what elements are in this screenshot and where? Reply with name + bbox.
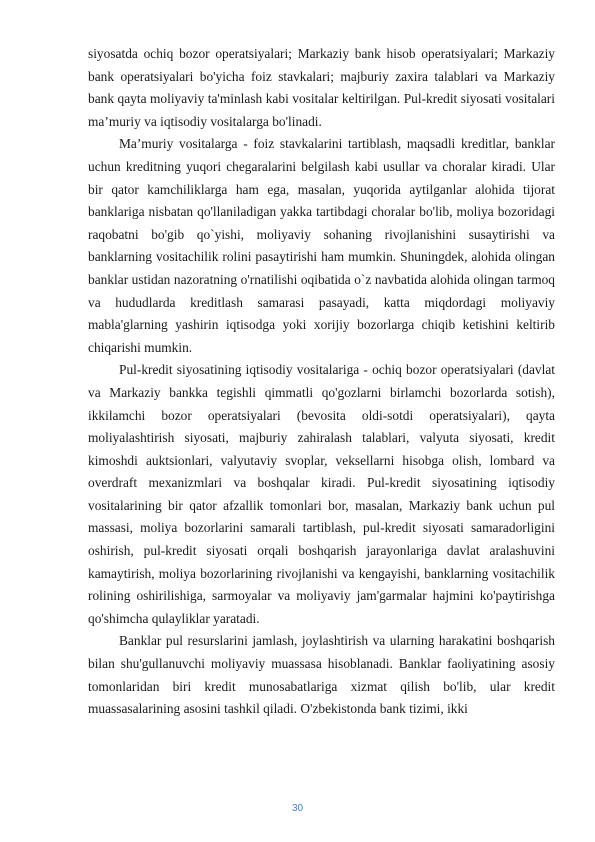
paragraph-economic-instruments: Pul-kredit siyosatining iqtisodiy vositalariga - ochiq bozor operatsiyalari (davlat va Markaziy bankka tegishli qimmatli qo'gozlarni birlamchi bozorlarda sotish), ikkilamchi bozor operatsiyalari (bevosita oldi-sotdi operatsiyalari), qayta moliyalashtirish siyosati, majburiy zahiralash talablari, valyuta siyosati, kredit kimoshdi auktsionlari, valyutaviy svoplar, veksellarni hisobga olish, lombard va overdraft mexanizmlari va boshqalar kiradi. Pul-kredit siyosatining iqtisodiy vositalarining bir qator afzallik tomonlari bor, masalan, Markaziy bank uchun pul massasi, moliya bozorlarini samarali tartiblash, pul-kredit siyosati samaradorligini oshirish, pul-kredit siyosati orqali boshqarish jarayonlariga davlat aralashuvini kamaytirish, moliya bozorlarining rivojlanishi va kengayishi, banklarning vositachilik rolining oshirilishiga, sarmoyalar va moliyaviy jam'garmalar hajmini ko'paytirishga qo'shimcha qulayliklar yaratadi. [88, 362, 555, 626]
document-page [88, 43, 555, 721]
paragraph-continuation: siyosatda ochiq bozor operatsiyalari; Markaziy bank hisob operatsiyalari; Markaziy bank operatsiyalari bo'yicha foiz stavkalari; majburiy zaxira talablari va Markaziy bank qayta moliyaviy ta'minlash kabi vositalar keltirilgan. Pul-kredit siyosati vositalari maʼmuriy va iqtisodiy vositalarga bo'linadi. [88, 46, 555, 129]
paragraph-administrative-instruments: Maʼmuriy vositalarga - foiz stavkalarini tartiblash, maqsadli kreditlar, banklar uchun kreditning yuqori chegaralarini belgilash kabi usullar va choralar kiradi. Ular bir qator kamchiliklarga ham ega, masalan, yuqorida aytilganlar alohida tijorat banklariga nisbatan qo'llaniladigan yakka tartibdagi choralar bo'lib, moliya bozoridagi raqobatni bo'gib qo`yishi, moliyaviy sohaning rivojlanishini susaytirishi va banklarning vositachilik rolini pasaytirishi ham mumkin. Shuningdek, alohida olingan banklar ustidan nazoratning o'rnatilishi oqibatida o`z navbatida alohida olingan tarmoq va hududlarda kreditlash samarasi pasayadi, katta miqdordagi moliyaviy mabla'glarning yashirin iqtisodga yoki xorijiy bozorlarga chiqib ketishini keltirib chiqarishi mumkin. [88, 136, 555, 355]
page-number: 30 [291, 803, 304, 814]
paragraph-banks: Banklar pul resurslarini jamlash, joylashtirish va ularning harakatini boshqarish bilan shu'gullanuvchi moliyaviy muassasa hisoblanadi. Banklar faoliyatining asosiy tomonlaridan biri kredit munosabatlariga xizmat qilish bo'lib, ular kredit muassasalarining asosini tashkil qiladi. O'zbekistonda bank tizimi, ikki [88, 633, 555, 717]
